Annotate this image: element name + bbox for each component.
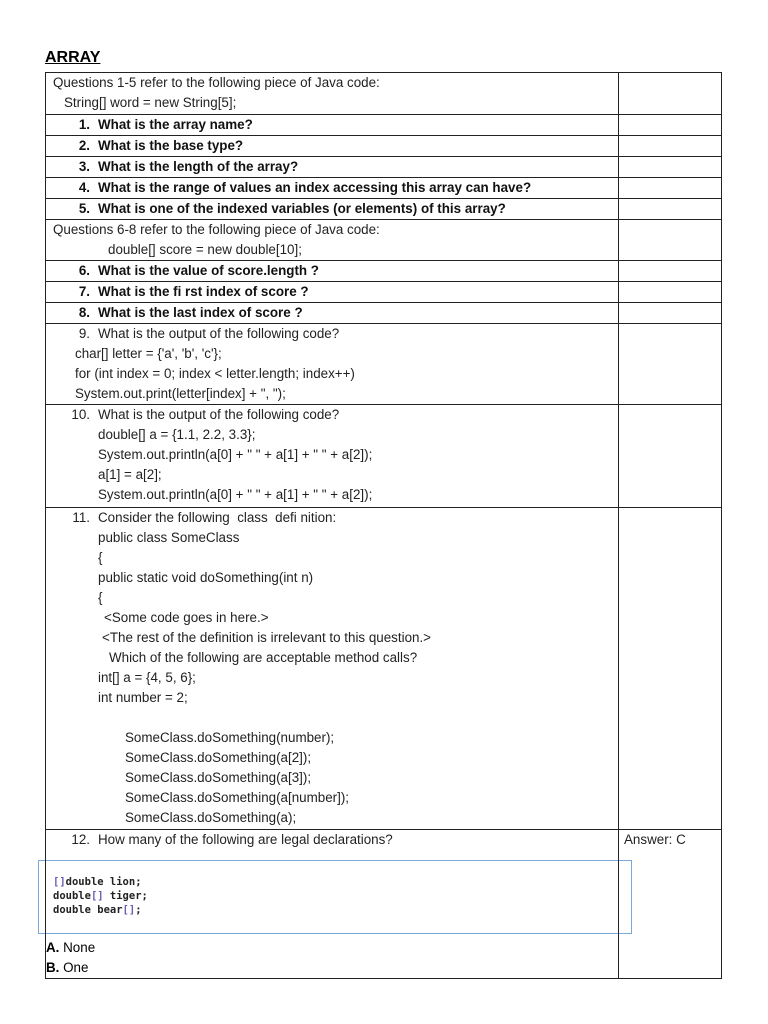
answer-cell — [619, 282, 722, 303]
code-line: int[] a = {4, 5, 6}; — [98, 670, 196, 685]
answer-cell — [619, 261, 722, 282]
answer-cell — [619, 303, 722, 324]
question-12 — [46, 830, 619, 979]
group1-intro: Questions 1-5 refer to the following piece of Java code: — [53, 75, 380, 90]
code-line: System.out.println(a[0] + " " + a[1] + " " + a[2]); — [98, 447, 373, 462]
code-line: System.out.print(letter[index] + ", "); — [75, 386, 286, 401]
question-4: 4. What is the range of values an index accessing this array can have? — [46, 178, 619, 199]
table-row — [46, 220, 722, 261]
page-title: ARRAY — [45, 49, 101, 66]
table-row — [46, 178, 722, 199]
answer-cell — [619, 324, 722, 405]
code-line: a[1] = a[2]; — [98, 467, 162, 482]
question-8: 8. What is the last index of score ? — [46, 303, 619, 324]
question-2: 2. What is the base type? — [46, 136, 619, 157]
table-row — [46, 282, 722, 303]
code-line: char[] letter = {'a', 'b', 'c'}; — [75, 346, 222, 361]
question-11 — [46, 508, 619, 830]
question-table — [45, 72, 722, 979]
group2-code: double[] score = new double[10]; — [108, 242, 302, 257]
table-row — [46, 136, 722, 157]
question-5: 5. What is one of the indexed variables (or elements) of this array? — [46, 199, 619, 220]
option-a: A. None — [46, 940, 96, 955]
answer-cell — [619, 508, 722, 830]
answer-cell — [619, 199, 722, 220]
table-row — [46, 508, 722, 830]
question-6: 6. What is the value of score.length ? — [46, 261, 619, 282]
table-row — [46, 115, 722, 136]
group2-intro: Questions 6-8 refer to the following piece of Java code: — [53, 222, 380, 237]
code-line: for (int index = 0; index < letter.length; index++) — [75, 366, 355, 381]
question-text: How many of the following are legal declarations? — [98, 832, 393, 847]
code-line: System.out.println(a[0] + " " + a[1] + " " + a[2]); — [98, 487, 373, 502]
method-call: SomeClass.doSomething(a[3]); — [125, 770, 312, 785]
question-text: What is the output of the following code? — [98, 326, 340, 341]
declarations-code-box — [38, 860, 632, 934]
question-3: 3. What is the length of the array? — [46, 157, 619, 178]
table-row — [46, 199, 722, 220]
code-line: { — [98, 590, 103, 605]
answer-cell — [619, 115, 722, 136]
answer-cell — [619, 136, 722, 157]
code-line: int number = 2; — [98, 690, 188, 705]
table-row — [46, 303, 722, 324]
code-line: <Some code goes in here.> — [104, 610, 269, 625]
method-call: SomeClass.doSomething(number); — [125, 730, 335, 745]
question-1: 1. What is the array name? — [46, 115, 619, 136]
table-row — [46, 405, 722, 508]
answer-cell — [619, 73, 722, 115]
method-call: SomeClass.doSomething(a); — [125, 810, 297, 825]
question-number: 9. — [78, 326, 90, 341]
table-row — [46, 157, 722, 178]
option-b: B. One — [46, 960, 89, 975]
method-call: SomeClass.doSomething(a[number]); — [125, 790, 350, 805]
table-row — [46, 73, 722, 115]
method-call: SomeClass.doSomething(a[2]); — [125, 750, 312, 765]
code-line: { — [98, 550, 103, 565]
code-line: public static void doSomething(int n) — [98, 570, 314, 585]
question-number: 12. — [71, 832, 90, 847]
answer-cell — [619, 405, 722, 508]
question-text: Consider the following class defi nition: — [98, 510, 337, 525]
group1-intro-cell — [46, 73, 619, 115]
code-line: Which of the following are acceptable method calls? — [109, 650, 418, 665]
table-row — [46, 324, 722, 405]
group1-code: String[] word = new String[5]; — [64, 95, 237, 110]
question-number: 10. — [71, 407, 90, 422]
answer-cell — [619, 830, 722, 979]
question-text: What is the output of the following code? — [98, 407, 340, 422]
question-number: 11. — [72, 510, 90, 525]
group2-intro-cell — [46, 220, 619, 261]
table-row — [46, 261, 722, 282]
answer-cell — [619, 220, 722, 261]
question-7: 7. What is the fi rst index of score ? — [46, 282, 619, 303]
question-10 — [46, 405, 619, 508]
code-line: public class SomeClass — [98, 530, 240, 545]
table-row — [46, 830, 722, 979]
declaration-line: []double lion; — [53, 876, 142, 888]
answer-cell — [619, 157, 722, 178]
question-9 — [46, 324, 619, 405]
code-line: <The rest of the definition is irrelevant to this question.> — [102, 630, 431, 645]
answer-cell — [619, 178, 722, 199]
answer-text: Answer: C — [624, 832, 686, 847]
declaration-line: double[] tiger; — [53, 890, 148, 902]
code-line: double[] a = {1.1, 2.2, 3.3}; — [98, 427, 256, 442]
declaration-line: double bear[]; — [53, 904, 142, 916]
